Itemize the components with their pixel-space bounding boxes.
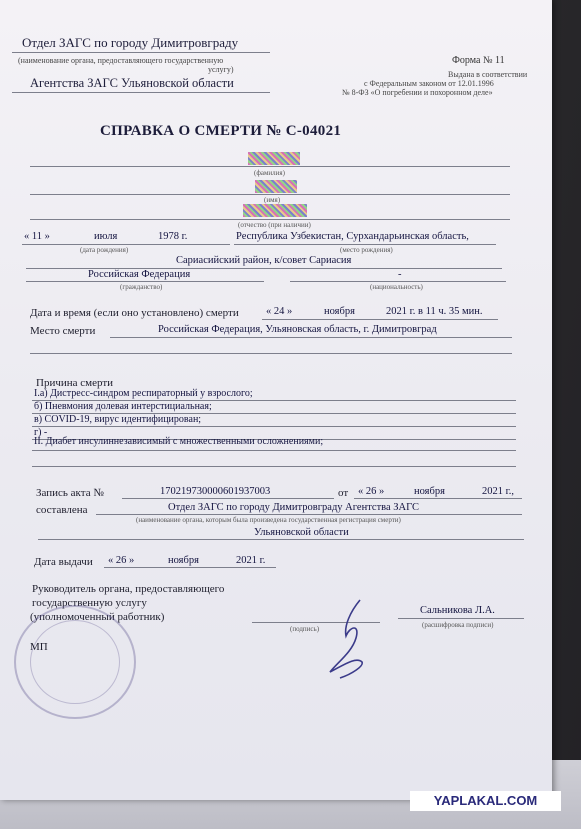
divider: [262, 319, 498, 320]
site-watermark: YAPLAKAL.COM: [410, 791, 561, 811]
patronymic-caption: (отчество (при наличии): [238, 221, 311, 229]
birth-place-line-2: Сариасийский район, к/совет Сариасия: [176, 255, 352, 266]
divider: [38, 539, 524, 540]
divider: [32, 466, 516, 467]
death-day: « 24 »: [266, 306, 293, 317]
divider: [122, 498, 334, 499]
birth-place-caption: (место рождения): [340, 246, 393, 254]
name-caption: (имя): [264, 196, 281, 204]
birth-place-line-1: Республика Узбекистан, Сурхандарьинская область,: [236, 231, 469, 242]
issue-month: ноября: [168, 555, 199, 566]
issued-line-1: Выдана в соответствии: [448, 70, 528, 79]
act-org-line-2: Ульяновской области: [254, 527, 349, 538]
death-date-label: Дата и время (если оно установлено) смерти: [30, 307, 239, 319]
birth-month: июля: [94, 231, 118, 242]
form-number: Форма № 11: [452, 55, 505, 66]
divider: [30, 166, 510, 167]
org-name: Отдел ЗАГС по городу Димитровграду: [22, 35, 239, 50]
death-year-time: 2021 г. в 11 ч. 35 мин.: [386, 306, 483, 317]
signature-caption: (подпись): [290, 625, 320, 633]
signer-name: Сальникова Л.А.: [420, 605, 495, 616]
divider: [32, 450, 516, 451]
citizenship-caption: (гражданство): [120, 283, 163, 291]
redacted-name: [255, 180, 297, 193]
death-place: Российская Федерация, Ульяновская область, г. Димитровград: [158, 324, 437, 335]
cause-item: в) COVID-19, вирус идентифицирован;: [34, 414, 202, 425]
divider: [22, 244, 230, 245]
divider: [398, 618, 524, 619]
divider: [12, 92, 270, 93]
cause-label: Причина смерти: [36, 377, 114, 389]
head-line-3: (уполномоченный работник): [30, 611, 165, 623]
cause-item: б) Пневмония долевая интерстициальная;: [34, 401, 212, 412]
divider: [30, 219, 510, 220]
divider: [354, 498, 522, 499]
birth-date-caption: (дата рождения): [80, 246, 129, 254]
act-org: Отдел ЗАГС по городу Димитровграду Агентства ЗАГС: [168, 502, 420, 513]
cause-item: II. Диабет инсулиннезависимый с множественными осложнениями;: [34, 436, 324, 447]
document-title: СПРАВКА О СМЕРТИ № С-04021: [100, 123, 342, 139]
redacted-surname: [248, 152, 300, 165]
act-from-label: от: [338, 487, 349, 499]
divider: [104, 567, 276, 568]
act-label: Запись акта №: [36, 487, 104, 499]
nationality-caption: (национальность): [370, 283, 423, 291]
birth-year: 1978 г.: [158, 231, 188, 242]
citizenship: Российская Федерация: [88, 269, 191, 280]
divider: [290, 281, 506, 282]
stamp-place-label: МП: [30, 641, 48, 653]
death-month: ноября: [324, 306, 355, 317]
official-seal: [14, 605, 136, 719]
head-line-2: государственную услугу: [32, 597, 147, 609]
issue-year: 2021 г.: [236, 555, 266, 566]
handwritten-signature: [316, 596, 376, 682]
divider: [12, 52, 270, 53]
divider: [30, 194, 510, 195]
divider: [110, 337, 512, 338]
agency-name: Агентства ЗАГС Ульяновской области: [30, 76, 234, 90]
death-place-label: Место смерти: [30, 325, 96, 337]
divider: [234, 244, 496, 245]
org-caption-2: услугу): [208, 65, 234, 74]
divider: [26, 281, 264, 282]
divider: [96, 514, 522, 515]
nationality: -: [398, 269, 402, 280]
head-line-1: Руководитель органа, предоставляющего: [32, 583, 225, 595]
cause-item: I.а) Дистресс-синдром респираторный у взрослого;: [34, 388, 253, 399]
act-number: 170219730000601937003: [160, 486, 271, 497]
act-day: « 26 »: [358, 486, 385, 497]
issue-date-label: Дата выдачи: [34, 556, 93, 568]
composed-label: составлена: [36, 504, 88, 516]
act-year: 2021 г.,: [482, 486, 514, 497]
act-org-caption: (наименование органа, которым была произведена государственная регистрация смерти): [136, 516, 401, 524]
cause-item: г) -: [34, 427, 48, 438]
issued-line-3: № 8-ФЗ «О погребении и похоронном деле»: [342, 88, 493, 97]
signer-name-caption: (расшифровка подписи): [422, 621, 494, 629]
birth-day: « 11 »: [24, 231, 50, 242]
redacted-patronymic: [243, 204, 307, 217]
divider: [30, 353, 512, 354]
surname-caption: (фамилия): [254, 169, 285, 177]
act-month: ноября: [414, 486, 445, 497]
divider: [32, 426, 516, 427]
issue-day: « 26 »: [108, 555, 135, 566]
org-caption: (наименование органа, предоставляющего государственную: [18, 56, 224, 65]
issued-line-2: с Федеральным законом от 12.01.1996: [364, 79, 494, 88]
